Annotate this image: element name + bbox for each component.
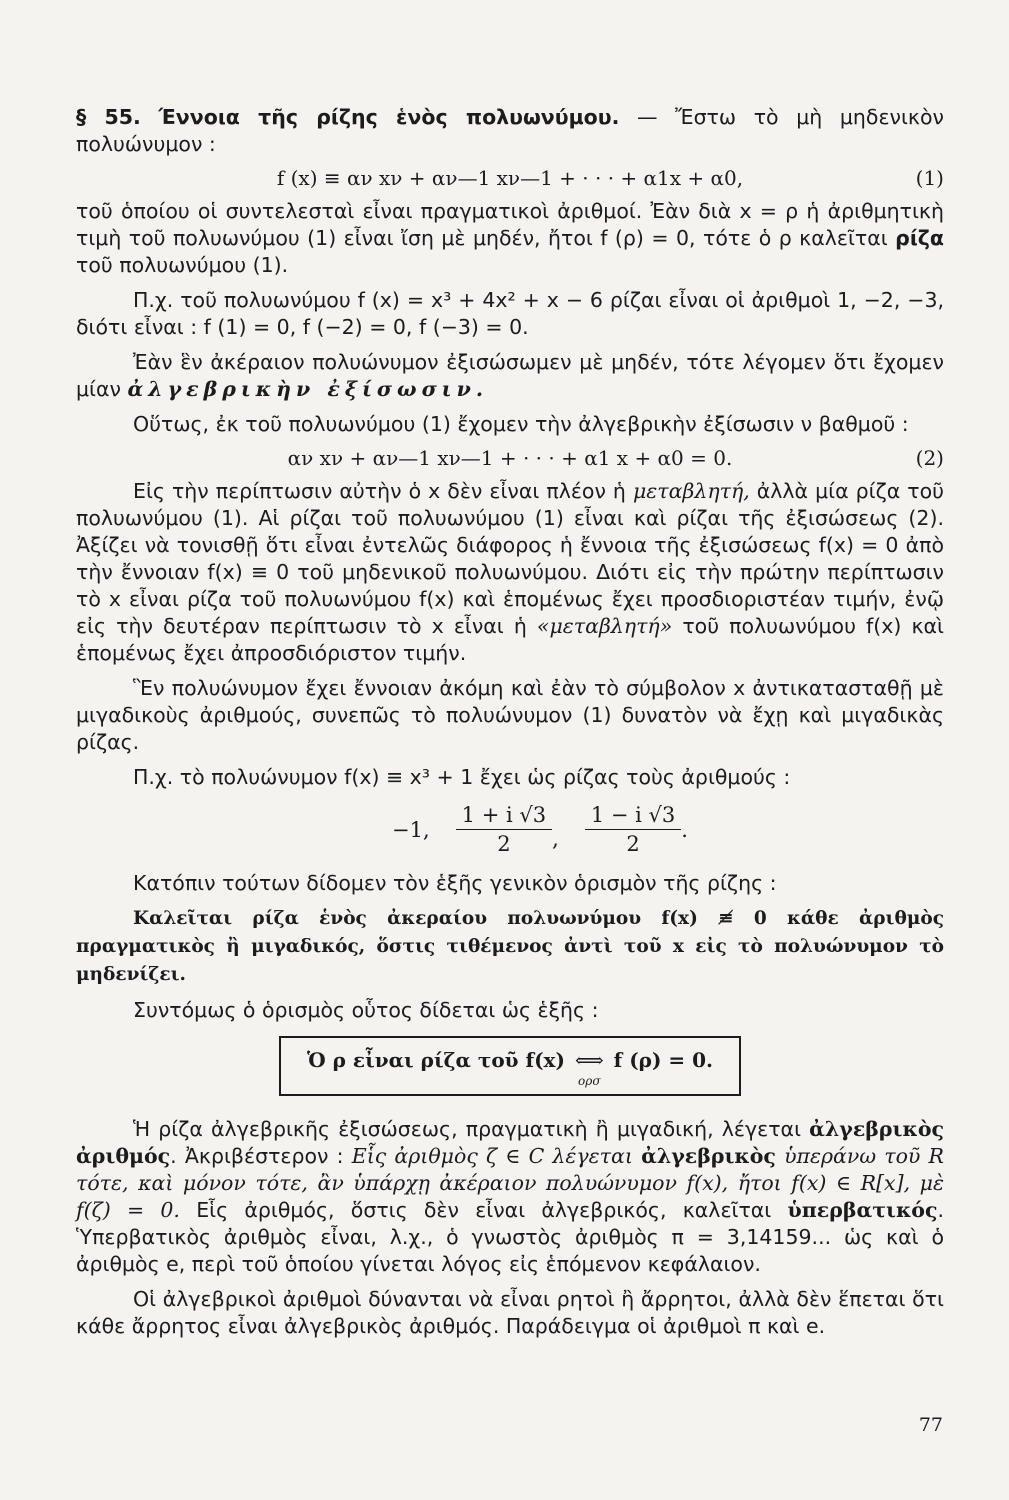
equation-2-expr: αν xν + αν—1 xν—1 + · · · + α1 x + α0 = 0. bbox=[287, 446, 733, 470]
page-body bbox=[76, 104, 944, 1348]
boxed-definition bbox=[279, 1036, 741, 1096]
equivalence-arrow: ⟺ bbox=[574, 1048, 604, 1072]
paragraph-4: Οὕτως, ἐκ τοῦ πολυωνύμου (1) ἔχομεν τὴν ἀλγεβρικὴν ἐξίσωσιν ν βαθμοῦ : bbox=[133, 412, 909, 436]
paragraph-1-text-b: τοῦ πολυωνύμου (1). bbox=[76, 253, 289, 277]
paragraph-1 bbox=[76, 198, 944, 279]
paragraph-5-text-c: τοῦ πολυωνύμου f(x) καὶ ἑπομένως ἔχει ἀπροσδιόριστον τιμήν. bbox=[76, 614, 944, 665]
paragraph-11: Οἱ ἀλγεβρικοὶ ἀριθμοὶ δύνανται νὰ εἶναι ρητοὶ ἢ ἄρρητοι, ἀλλὰ δὲν ἕπεται ὅτι κάθε ἄρρητος εἶναι ἀλγεβρικὸς ἀριθμός. Παράδειγμα οἱ ἀριθμοὶ π καὶ e. bbox=[76, 1287, 944, 1338]
equation-1 bbox=[76, 166, 944, 190]
root-complex-2-numerator: 1 − i √3 bbox=[585, 803, 681, 830]
equation-2-number: (2) bbox=[915, 446, 944, 470]
paragraph-3-text: Ἐὰν ἓν ἀκέραιον πολυώνυμον ἐξισώσωμεν μὲ μηδέν, τότε λέγομεν ὅτι ἔχομεν μίαν bbox=[76, 350, 944, 401]
equivalence-arrow-icon bbox=[575, 1048, 604, 1088]
paragraph-10-italic-a: Εἷς ἀριθμὸς ζ ∈ C λέγεται bbox=[351, 1144, 642, 1168]
paragraph-8: Κατόπιν τούτων δίδομεν τὸν ἑξῆς γενικὸν ὁρισμὸν τῆς ρίζης : bbox=[133, 871, 777, 895]
root-complex-2-denominator: 2 bbox=[626, 832, 640, 856]
term-root: ρίζα bbox=[895, 226, 944, 250]
roots-separator: , bbox=[552, 826, 559, 851]
root-complex-1-denominator: 2 bbox=[497, 832, 511, 856]
paragraph-example-2: Π.χ. τὸ πολυώνυμον f(x) ≡ x³ + 1 ἔχει ὡς ρίζας τοὺς ἀριθμούς : bbox=[133, 765, 791, 789]
page-number: 77 bbox=[918, 1414, 943, 1436]
section-lead-in: — Ἔστω τὸ μὴ μηδενικὸν πολυώνυμον : bbox=[76, 105, 945, 156]
section-heading-paragraph bbox=[76, 104, 944, 158]
boxed-left: Ὁ ρ εἶναι ρίζα τοῦ f(x) bbox=[307, 1048, 565, 1072]
term-variable: μεταβλητή, bbox=[632, 479, 750, 503]
paragraph-5-text-b: ἀλλὰ μία ρίζα τοῦ πολυωνύμου (1). Αἱ ρίζαι τοῦ πολυωνύμου (1) εἶναι καὶ ρίζαι τῆς ἐξισώσεως (2). Ἀξίζει νὰ τονισθῇ ὅτι εἶναι ἐντελῶς διάφορος ἡ ἔννοια τῆς ἐξισώσεως f(x) = 0 ἀπὸ τὴν ἔννοιαν f(x) ≡ 0 τοῦ μηδενικοῦ πολυωνύμου. Διότι εἰς τὴν πρώτην περίπτωσιν τὸ x εἶναι ρίζα τοῦ πολυωνύμου f(x) καὶ ἑπομένως ἔχει προσδιοριστέαν τιμήν, ἐνῷ εἰς τὴν δευτέραν περίπτωσιν τὸ x εἶναι ἡ bbox=[76, 479, 945, 638]
paragraph-10 bbox=[76, 1116, 944, 1278]
paragraph-10-text-c: Εἷς ἀριθμός, ὅστις δὲν εἶναι ἀλγεβρικός, καλεῖται bbox=[179, 1198, 788, 1222]
boxed-right: f (ρ) = 0. bbox=[613, 1048, 713, 1072]
paragraph-example-1: Π.χ. τοῦ πολυωνύμου f (x) = x³ + 4x² + x − 6 ρίζαι εἶναι οἱ ἀριθμοὶ 1, −2, −3, διότι εἶναι : f (1) = 0, f (−2) = 0, f (−3) = 0. bbox=[76, 288, 944, 339]
term-algebraic-equation: ἀλγεβρικὴν ἐξίσωσιν. bbox=[127, 377, 488, 401]
definition-root: Καλεῖται ρίζα ἑνὸς ἀκεραίου πολυωνύμου f(x) ≢ 0 κάθε ἀριθμὸς πραγματικὸς ἢ μιγαδικός, ὅστις τιθέμενος ἀντὶ τοῦ x εἰς τὸ πολυώνυμον τὸ μηδενίζει. bbox=[76, 908, 944, 985]
root-complex-1 bbox=[456, 803, 552, 856]
paragraph-9: Συντόμως ὁ ὁρισμὸς οὗτος δίδεται ὡς ἑξῆς : bbox=[133, 998, 599, 1022]
term-transcendental: ὑπερβατικός bbox=[787, 1198, 938, 1222]
paragraph-1-text-a: τοῦ ὁποίου οἱ συντελεσταὶ εἶναι πραγματικοὶ ἀριθμοί. Ἐὰν διὰ x = ρ ἡ ἀριθμητικὴ τιμὴ τοῦ πολυωνύμου (1) εἶναι ἴση μὲ μηδέν, ἤτοι f (ρ) = 0, τότε ὁ ρ καλεῖται bbox=[76, 199, 944, 250]
equivalence-arrow-subscript: ορσ bbox=[578, 1074, 601, 1088]
boxed-definition-wrap bbox=[76, 1036, 944, 1096]
term-variable-quoted: «μεταβλητή» bbox=[536, 614, 673, 638]
roots-display bbox=[136, 803, 944, 856]
paragraph-10-text-b: . Ἀκριβέστερον : bbox=[170, 1144, 352, 1168]
root-complex-1-numerator: 1 + i √3 bbox=[456, 803, 552, 830]
equation-1-expr: f (x) ≡ αν xν + αν—1 xν—1 + · · · + α1x + α0, bbox=[276, 166, 744, 190]
term-algebraic-number: ἀλγεβρικὸς ἀριθμός bbox=[76, 1117, 944, 1168]
term-algebraic: ἀλγεβρικὸς bbox=[641, 1144, 776, 1168]
paragraph-10-text-d: . Ὑπερβατικὸς ἀριθμὸς εἶναι, λ.χ., ὁ γνωστὸς ἀριθμὸς π = 3,14159... ὡς καὶ ὁ ἀριθμὸς e, περὶ τοῦ ὁποίου γίνεται λόγος εἰς ἑπόμενον κεφάλαιον. bbox=[76, 1198, 944, 1276]
paragraph-5 bbox=[76, 478, 944, 667]
section-number: § 55. bbox=[76, 105, 141, 129]
paragraph-6: Ἓν πολυώνυμον ἔχει ἔννοιαν ἀκόμη καὶ ἐὰν τὸ σύμβολον x ἀντικατασταθῇ μὲ μιγαδικοὺς ἀριθμούς, συνεπῶς τὸ πολυώνυμον (1) δυνατὸν νὰ ἔχῃ καὶ μιγαδικὰς ρίζας. bbox=[76, 676, 944, 754]
equation-2 bbox=[76, 446, 944, 470]
paragraph-5-text-a: Εἰς τὴν περίπτωσιν αὐτὴν ὁ x δὲν εἶναι πλέον ἡ bbox=[133, 479, 633, 503]
paragraph-3 bbox=[76, 349, 944, 403]
paragraph-10-text-a: Ἡ ρίζα ἀλγεβρικῆς ἐξισώσεως, πραγματικὴ ἢ μιγαδική, λέγεται bbox=[133, 1117, 810, 1141]
paragraph-10-italic-b: ὑπεράνω τοῦ R τότε, καὶ μόνον τότε, ἂν ὑπάρχῃ ἀκέραιον πολυώνυμον f(x), ἤτοι f(x) ∈ R[x], μὲ f(ζ) = 0. bbox=[76, 1144, 944, 1222]
root-complex-2-group bbox=[585, 803, 688, 856]
root-minus-one: −1, bbox=[392, 817, 430, 842]
section-title: Έννοια τῆς ρίζης ἑνὸς πολυωνύμου. bbox=[158, 105, 620, 129]
root-complex-1-group bbox=[456, 803, 559, 856]
roots-end: . bbox=[681, 817, 688, 842]
equation-1-number: (1) bbox=[915, 166, 944, 190]
root-complex-2 bbox=[585, 803, 681, 856]
